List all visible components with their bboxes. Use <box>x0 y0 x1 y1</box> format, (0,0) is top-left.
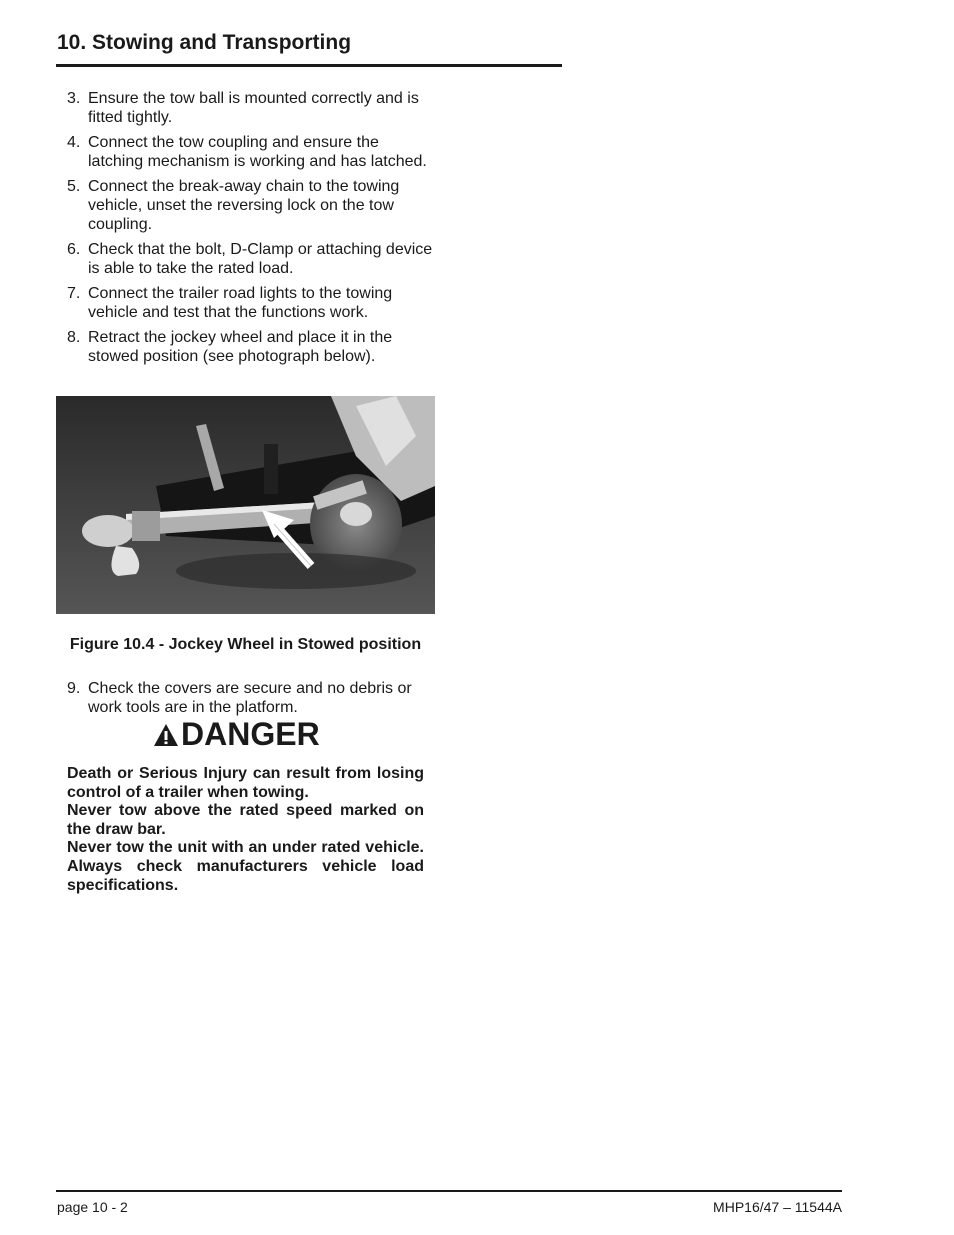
step-number: 3. <box>67 90 81 107</box>
step-text: Connect the break-away chain to the towing vehicle, unset the reversing lock on the tow coupling. <box>88 178 400 233</box>
step-3 <box>67 89 437 127</box>
step-6 <box>67 240 437 278</box>
section-title: 10. Stowing and Transporting <box>57 31 352 54</box>
step-number: 9. <box>67 680 81 697</box>
danger-heading <box>153 716 320 753</box>
jockey-wheel-illustration <box>56 396 435 614</box>
danger-paragraph: Never tow the unit with an under rated vehicle. Always check manufacturers vehicle load specifications. <box>67 839 424 894</box>
danger-paragraph: Never tow above the rated speed marked on the draw bar. <box>67 802 424 838</box>
page-number: page 10 - 2 <box>57 1199 128 1215</box>
step-number: 7. <box>67 285 81 302</box>
figure-caption: Figure 10.4 - Jockey Wheel in Stowed position <box>69 636 422 653</box>
step-text: Connect the trailer road lights to the towing vehicle and test that the functions work. <box>88 285 393 321</box>
step-8 <box>67 328 437 366</box>
danger-message <box>67 765 424 895</box>
danger-label: DANGER <box>181 716 320 752</box>
step-text: Connect the tow coupling and ensure the latching mechanism is working and has latched. <box>88 134 427 170</box>
title-rule <box>56 64 562 67</box>
step-9 <box>67 679 437 717</box>
danger-paragraph: Death or Serious Injury can result from losing control of a trailer when towing. <box>67 765 424 801</box>
warning-triangle-icon <box>153 723 179 747</box>
steps-list <box>67 89 437 372</box>
step-text: Retract the jockey wheel and place it in the stowed position (see photograph below). <box>88 329 393 365</box>
step-4 <box>67 133 437 171</box>
step-text: Ensure the tow ball is mounted correctly and is fitted tightly. <box>88 90 419 126</box>
step-text: Check the covers are secure and no debris or work tools are in the platform. <box>88 680 412 716</box>
step-7 <box>67 284 437 322</box>
step-number: 8. <box>67 329 81 346</box>
step-number: 4. <box>67 134 81 151</box>
step-number: 6. <box>67 241 81 258</box>
footer-rule <box>56 1190 842 1192</box>
jockey-wheel-photo <box>56 396 435 614</box>
step-text: Check that the bolt, D-Clamp or attaching device is able to take the rated load. <box>88 241 433 277</box>
step-5 <box>67 177 437 234</box>
step-number: 5. <box>67 178 81 195</box>
document-id: MHP16/47 – 11544A <box>713 1199 842 1215</box>
